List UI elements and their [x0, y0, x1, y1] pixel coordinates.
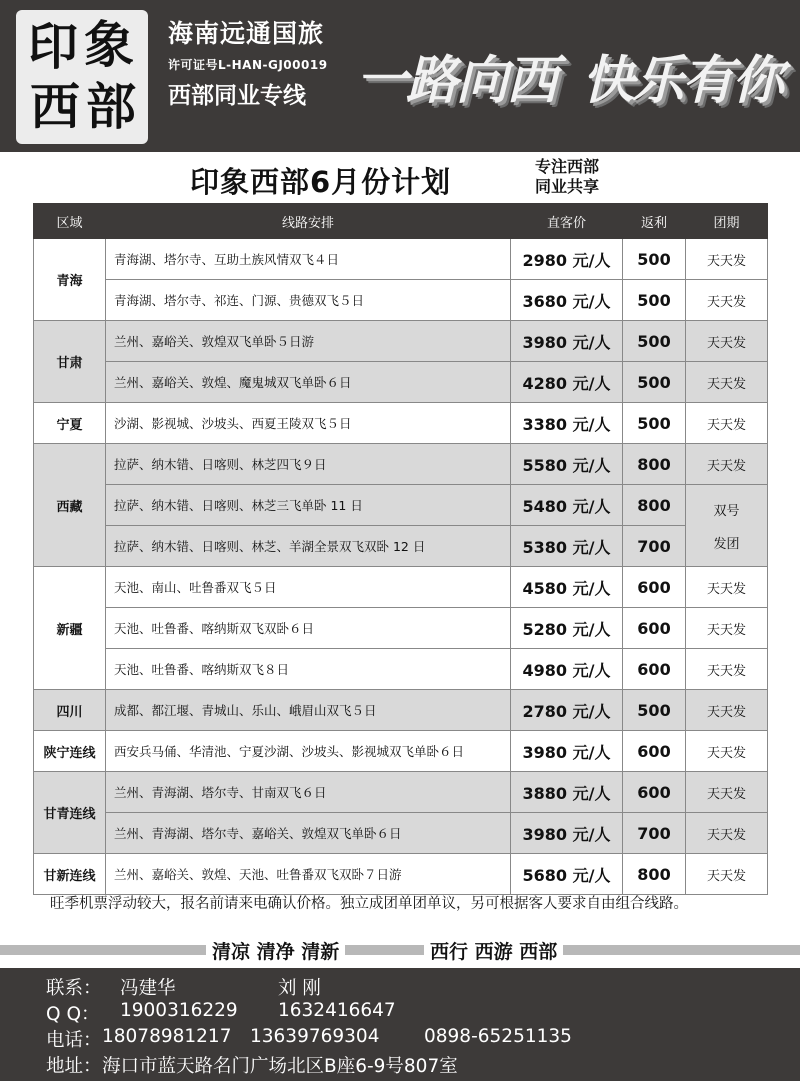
route-cell: 西安兵马俑、华清池、宁夏沙湖、沙坡头、影视城双飞单卧６日 — [106, 731, 511, 772]
table-row — [34, 403, 768, 444]
route-cell: 拉萨、纳木错、日喀则、林芝三飞单卧 11 日 — [106, 485, 511, 526]
phone-label: 电话： — [46, 1030, 102, 1051]
rebate-cell: 600 — [623, 731, 686, 772]
price-cell: 3880 元/人 — [511, 772, 623, 813]
strip-slogan-right: 西行 西游 西部 — [424, 938, 563, 966]
region-cell: 西藏 — [34, 444, 106, 567]
rebate-cell: 700 — [623, 813, 686, 854]
schedule-cell: 天天发 — [686, 608, 768, 649]
region-cell: 甘新连线 — [34, 854, 106, 895]
rebate-cell: 700 — [623, 526, 686, 567]
region-cell: 新疆 — [34, 567, 106, 690]
schedule-cell: 天天发 — [686, 567, 768, 608]
address-text: 海口市蓝天路名门广场北区B座6-9号807室 — [102, 1056, 458, 1077]
table-row — [34, 690, 768, 731]
table-row — [34, 772, 768, 813]
contact-name: 冯建华 — [120, 978, 176, 999]
schedule-cell: 天天发 — [686, 321, 768, 362]
header-banner — [0, 0, 800, 152]
line-name: 西部同业专线 — [168, 83, 306, 109]
price-cell: 3680 元/人 — [511, 280, 623, 321]
rebate-cell: 500 — [623, 239, 686, 280]
logo-char: 象 — [84, 15, 134, 74]
table-row — [34, 649, 768, 690]
tagline-line: 同业共享 — [535, 177, 600, 196]
phone-number: 18078981217 — [102, 1026, 232, 1047]
contact-name: 刘 刚 — [278, 978, 321, 999]
schedule-cell: 天天发 — [686, 813, 768, 854]
rebate-cell: 500 — [623, 280, 686, 321]
schedule-cell — [686, 485, 768, 567]
price-cell: 5380 元/人 — [511, 526, 623, 567]
route-cell: 青海湖、塔尔寺、互助土族风情双飞４日 — [106, 239, 511, 280]
schedule-cell: 天天发 — [686, 362, 768, 403]
price-cell: 3380 元/人 — [511, 403, 623, 444]
rebate-cell: 600 — [623, 567, 686, 608]
route-cell: 兰州、嘉峪关、敦煌、魔鬼城双飞单卧６日 — [106, 362, 511, 403]
table-row — [34, 731, 768, 772]
route-cell: 拉萨、纳木错、日喀则、林芝四飞９日 — [106, 444, 511, 485]
schedule-cell: 天天发 — [686, 280, 768, 321]
price-cell: 4280 元/人 — [511, 362, 623, 403]
schedule-cell: 天天发 — [686, 239, 768, 280]
brand-logo — [16, 10, 148, 144]
qq-number: 1900316229 — [120, 1000, 238, 1021]
price-cell: 4980 元/人 — [511, 649, 623, 690]
column-header-region: 区域 — [34, 204, 106, 239]
price-cell: 3980 元/人 — [511, 321, 623, 362]
phone-number: 0898-65251135 — [424, 1026, 572, 1047]
rebate-cell: 500 — [623, 362, 686, 403]
route-cell: 成都、都江堰、青城山、乐山、峨眉山双飞５日 — [106, 690, 511, 731]
agency-info — [168, 14, 328, 110]
schedule-cell: 天天发 — [686, 649, 768, 690]
agency-name: 海南远通国旅 — [168, 19, 325, 48]
table-row — [34, 608, 768, 649]
slogan-left: 一路向西 — [356, 51, 557, 111]
route-cell: 天池、吐鲁番、喀纳斯双飞双卧６日 — [106, 608, 511, 649]
table-row — [34, 362, 768, 403]
route-cell: 沙湖、影视城、沙坡头、西夏王陵双飞５日 — [106, 403, 511, 444]
rebate-cell: 500 — [623, 690, 686, 731]
table-row — [34, 239, 768, 280]
slogan-banner — [356, 30, 796, 110]
route-cell: 天池、吐鲁番、喀纳斯双飞８日 — [106, 649, 511, 690]
route-cell: 青海湖、塔尔寺、祁连、门源、贵德双飞５日 — [106, 280, 511, 321]
rebate-cell: 800 — [623, 485, 686, 526]
route-cell: 兰州、嘉峪关、敦煌双飞单卧５日游 — [106, 321, 511, 362]
license-number: 许可证号L-HAN-GJ00019 — [168, 58, 328, 72]
region-cell: 甘肃 — [34, 321, 106, 403]
rebate-cell: 600 — [623, 649, 686, 690]
table-row — [34, 280, 768, 321]
price-cell: 2780 元/人 — [511, 690, 623, 731]
column-header-route: 线路安排 — [106, 204, 511, 239]
logo-char: 部 — [86, 77, 136, 136]
route-cell: 天池、南山、吐鲁番双飞５日 — [106, 567, 511, 608]
column-header-rebate: 返利 — [623, 204, 686, 239]
rebate-cell: 800 — [623, 444, 686, 485]
strip-slogan-left: 清凉 清净 清新 — [206, 938, 345, 966]
price-cell: 3980 元/人 — [511, 813, 623, 854]
schedule-cell: 天天发 — [686, 731, 768, 772]
contact-label: 联系： — [46, 978, 102, 999]
page-title: 印象西部6月份计划 — [190, 165, 452, 199]
price-cell: 5480 元/人 — [511, 485, 623, 526]
table-row — [34, 444, 768, 485]
table-row — [34, 813, 768, 854]
schedule-cell: 天天发 — [686, 854, 768, 895]
price-cell: 5680 元/人 — [511, 854, 623, 895]
phone-number: 13639769304 — [250, 1026, 380, 1047]
route-cell: 拉萨、纳木错、日喀则、林芝、羊湖全景双飞双卧 12 日 — [106, 526, 511, 567]
qq-label: Q Q： — [46, 1004, 100, 1025]
schedule-cell: 天天发 — [686, 403, 768, 444]
route-cell: 兰州、青海湖、塔尔寺、嘉峪关、敦煌双飞单卧６日 — [106, 813, 511, 854]
table-header-row — [34, 204, 768, 239]
region-cell: 陕宁连线 — [34, 731, 106, 772]
region-cell: 甘青连线 — [34, 772, 106, 854]
schedule-cell: 天天发 — [686, 444, 768, 485]
price-cell: 2980 元/人 — [511, 239, 623, 280]
slogan-right: 快乐有你 — [582, 51, 783, 111]
route-cell: 兰州、青海湖、塔尔寺、甘南双飞６日 — [106, 772, 511, 813]
tour-plan-table — [33, 203, 768, 895]
price-cell: 5280 元/人 — [511, 608, 623, 649]
tagline-line: 专注西部 — [535, 157, 600, 176]
schedule-text: 发团 — [713, 536, 740, 552]
column-header-schedule: 团期 — [686, 204, 768, 239]
qq-number: 1632416647 — [278, 1000, 396, 1021]
rebate-cell: 600 — [623, 608, 686, 649]
region-cell: 青海 — [34, 239, 106, 321]
column-header-price: 直客价 — [511, 204, 623, 239]
route-cell: 兰州、嘉峪关、敦煌、天池、吐鲁番双飞双卧７日游 — [106, 854, 511, 895]
tagline — [535, 157, 599, 197]
rebate-cell: 600 — [623, 772, 686, 813]
table-row — [34, 526, 768, 567]
price-cell: 4580 元/人 — [511, 567, 623, 608]
price-cell: 3980 元/人 — [511, 731, 623, 772]
logo-char: 西 — [30, 77, 80, 136]
price-cell: 5580 元/人 — [511, 444, 623, 485]
strip-divider — [0, 945, 800, 955]
table-row — [34, 854, 768, 895]
logo-char: 印 — [28, 17, 78, 76]
rebate-cell: 500 — [623, 321, 686, 362]
table-row — [34, 485, 768, 526]
rebate-cell: 500 — [623, 403, 686, 444]
schedule-cell: 天天发 — [686, 690, 768, 731]
schedule-text: 双号 — [713, 503, 740, 519]
region-cell: 四川 — [34, 690, 106, 731]
schedule-cell: 天天发 — [686, 772, 768, 813]
region-cell: 宁夏 — [34, 403, 106, 444]
rebate-cell: 800 — [623, 854, 686, 895]
contact-footer — [0, 968, 800, 1081]
table-row — [34, 567, 768, 608]
table-row — [34, 321, 768, 362]
slogan-strip — [0, 938, 800, 968]
address-label: 地址： — [46, 1056, 102, 1077]
price-note: 旺季机票浮动较大，报名前请来电确认价格。独立成团单团单议，另可根据客人要求自由组合线路。 — [50, 896, 688, 912]
